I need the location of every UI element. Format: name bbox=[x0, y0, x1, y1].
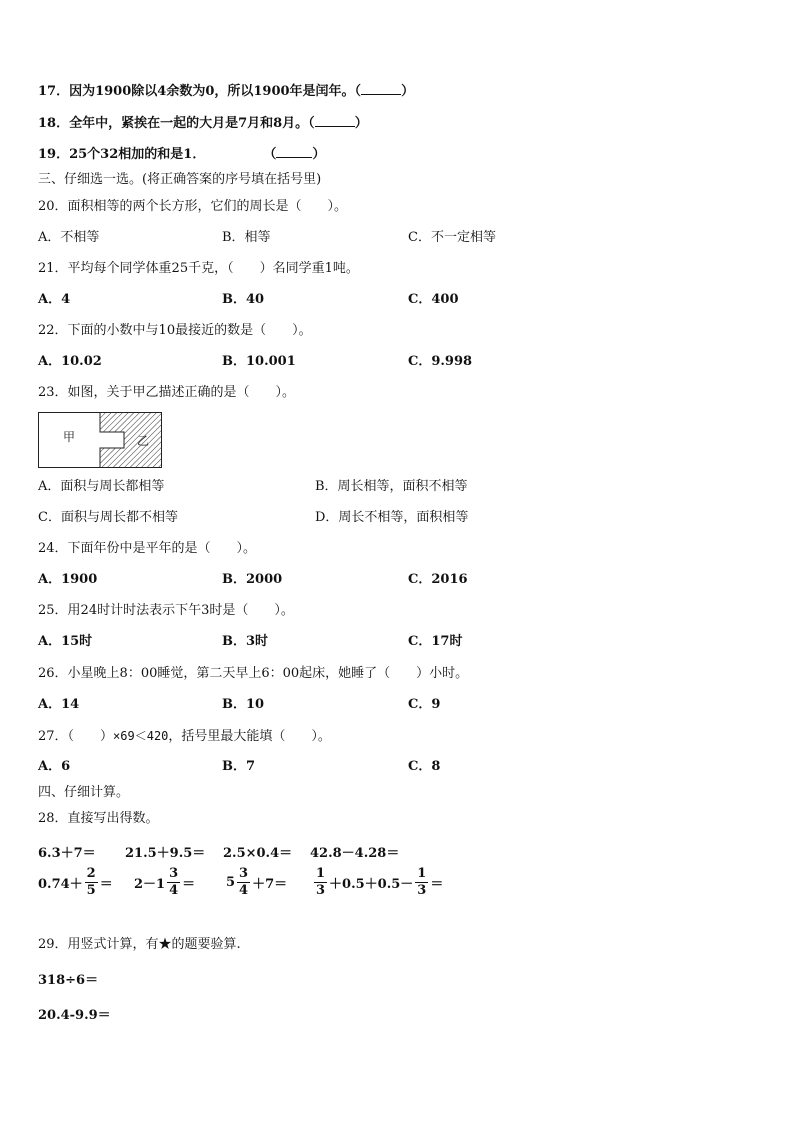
question-text: 全年中，紧挨在一起的大月是7月和8月。（ bbox=[69, 116, 315, 131]
question-21: 21．平均每个同学体重25千克，（ ）名同学重1吨。 bbox=[38, 261, 359, 276]
calc-item: 42.8－4.28＝ bbox=[310, 846, 400, 861]
option-c[interactable]: C．2016 bbox=[408, 572, 468, 587]
question-23: 23．如图，关于甲乙描述正确的是（ ）。 bbox=[38, 385, 296, 400]
calc-fraction-item: 5 $\frac{3}{4}$ ＋7＝ bbox=[226, 866, 288, 898]
calc-fraction-item: $\frac{1}{3}$ ＋0.5＋0.5－ $\frac{1}{3}$ ＝ bbox=[316, 866, 444, 898]
option-a[interactable]: A．不相等 bbox=[38, 230, 100, 245]
option-c[interactable]: C．面积与周长都不相等 bbox=[38, 510, 178, 525]
option-b[interactable]: B．10.001 bbox=[222, 354, 296, 369]
question-text: 25个32相加的和是1． bbox=[69, 147, 206, 162]
paren-close: ） bbox=[354, 116, 368, 131]
fraction: $\frac{1}{3}$ bbox=[316, 866, 326, 898]
calc-fraction-item: 0.74＋ $\frac{2}{5}$ ＝ bbox=[38, 866, 113, 898]
question-number: 19． bbox=[38, 147, 70, 162]
option-c[interactable]: C．不一定相等 bbox=[408, 230, 496, 245]
calc-item: 318÷6＝ bbox=[38, 973, 99, 988]
calc-item: 6.3＋7＝ bbox=[38, 846, 96, 861]
section-heading-4: 四、仔细计算。 bbox=[38, 785, 130, 800]
option-a[interactable]: A．15时 bbox=[38, 634, 93, 649]
option-b[interactable]: B．2000 bbox=[222, 572, 283, 587]
question-number: 17． bbox=[38, 84, 70, 99]
calc-fraction-item: 2－1 $\frac{3}{4}$ ＝ bbox=[134, 866, 196, 898]
answer-blank[interactable] bbox=[315, 114, 355, 127]
option-a[interactable]: A．14 bbox=[38, 697, 80, 712]
question-28: 28．直接写出得数。 bbox=[38, 811, 159, 826]
question-22: 22．下面的小数中与10最接近的数是（ ）。 bbox=[38, 323, 312, 338]
question-suffix: ，括号里最大能填（ ）。 bbox=[168, 729, 331, 744]
option-a[interactable]: A．面积与周长都相等 bbox=[38, 479, 165, 494]
section-heading-3: 三、仔细选一选。(将正确答案的序号填在括号里) bbox=[38, 172, 322, 187]
option-c[interactable]: C．8 bbox=[408, 759, 441, 774]
paren-open: （ bbox=[263, 147, 277, 162]
question-18 bbox=[38, 114, 368, 133]
option-a[interactable]: A．4 bbox=[38, 292, 71, 307]
option-b[interactable]: B．3时 bbox=[222, 634, 269, 649]
question-prefix: 27．（ ） bbox=[38, 729, 114, 744]
label-yi: 乙 bbox=[137, 434, 150, 448]
fraction: $\frac{3}{4}$ bbox=[169, 866, 179, 898]
question-text: 因为1900除以4余数为0，所以1900年是闰年。（ bbox=[69, 84, 362, 99]
question-25: 25．用24时计时法表示下午3时是（ ）。 bbox=[38, 603, 294, 618]
option-c[interactable]: C．9.998 bbox=[408, 354, 473, 369]
question-20: 20．面积相等的两个长方形，它们的周长是（ ）。 bbox=[38, 199, 348, 214]
calc-item: 21.5＋9.5＝ bbox=[125, 846, 206, 861]
option-a[interactable]: A．1900 bbox=[38, 572, 98, 587]
paren-close: ） bbox=[312, 147, 326, 162]
question-26: 26．小星晚上8：00睡觉，第二天早上6：00起床，她睡了（ ）小时。 bbox=[38, 666, 469, 681]
shape-figure bbox=[38, 412, 162, 468]
inequality-expression: ×69＜420 bbox=[113, 729, 169, 743]
option-c[interactable]: C．17时 bbox=[408, 634, 463, 649]
fraction: $\frac{1}{3}$ bbox=[417, 866, 427, 898]
question-19 bbox=[38, 145, 325, 164]
option-a[interactable]: A．6 bbox=[38, 759, 71, 774]
option-b[interactable]: B．7 bbox=[222, 759, 256, 774]
question-17 bbox=[38, 82, 414, 101]
fraction: $\frac{2}{5}$ bbox=[86, 866, 96, 898]
fraction: $\frac{3}{4}$ bbox=[239, 866, 249, 898]
option-b[interactable]: B．40 bbox=[222, 292, 265, 307]
question-24: 24．下面年份中是平年的是（ ）。 bbox=[38, 541, 257, 556]
option-b[interactable]: B．10 bbox=[222, 697, 265, 712]
calc-item: 2.5×0.4＝ bbox=[223, 846, 293, 861]
paren-close: ） bbox=[401, 84, 415, 99]
answer-blank[interactable] bbox=[361, 82, 401, 95]
option-a[interactable]: A．10.02 bbox=[38, 354, 102, 369]
option-c[interactable]: C．400 bbox=[408, 292, 459, 307]
question-number: 18． bbox=[38, 116, 70, 131]
option-b[interactable]: B．周长相等，面积不相等 bbox=[315, 479, 468, 494]
option-d[interactable]: D．周长不相等，面积相等 bbox=[315, 510, 469, 525]
calc-item: 20.4-9.9＝ bbox=[38, 1008, 111, 1023]
label-jia: 甲 bbox=[63, 430, 76, 444]
option-b[interactable]: B．相等 bbox=[222, 230, 271, 245]
answer-blank[interactable] bbox=[276, 145, 312, 158]
question-29: 29．用竖式计算，有★的题要验算. bbox=[38, 937, 241, 952]
question-27 bbox=[38, 727, 331, 746]
option-c[interactable]: C．9 bbox=[408, 697, 441, 712]
